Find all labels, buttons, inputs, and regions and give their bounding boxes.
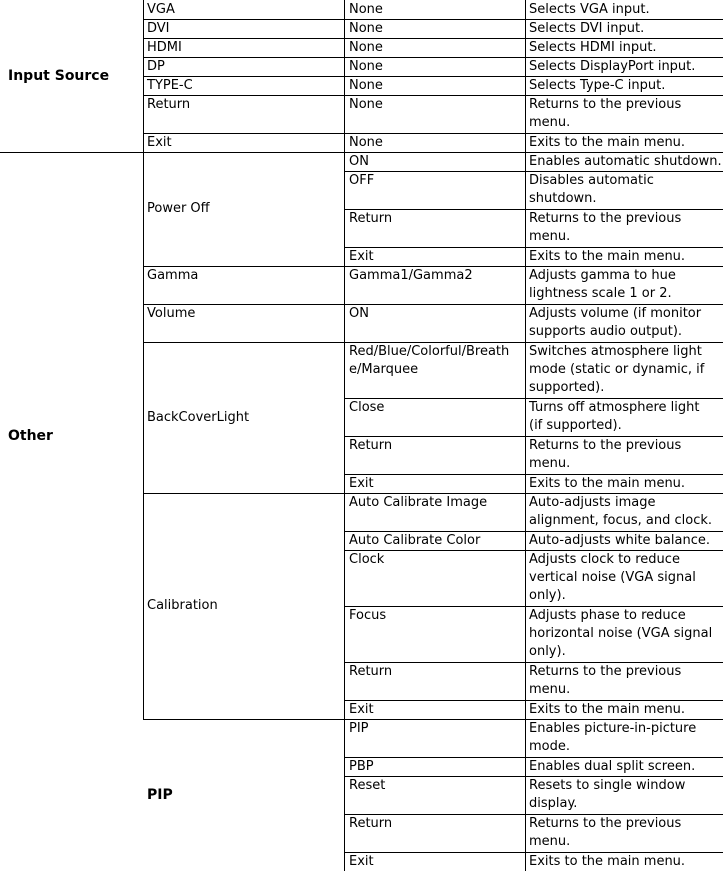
submenu-label: Return — [349, 438, 393, 453]
description-text: Enables picture-in-picture mode. — [529, 721, 697, 754]
submenu-label: None — [349, 21, 383, 36]
submenu-label: ON — [349, 154, 369, 169]
submenu-label: PBP — [349, 759, 374, 774]
submenu-label: None — [349, 97, 383, 112]
submenu-label: Exit — [349, 702, 374, 717]
submenu-label: Return — [349, 816, 393, 831]
submenu-label: Return — [349, 211, 393, 226]
menu-item-label: DP — [147, 59, 165, 74]
description-text: Enables dual split screen. — [529, 759, 696, 774]
column-divider — [525, 152, 526, 719]
description-text: Exits to the main menu. — [529, 854, 686, 869]
column-divider — [344, 719, 345, 871]
description-text: Selects DVI input. — [529, 21, 645, 36]
submenu-label: Focus — [349, 608, 387, 623]
menu-item-label: TYPE-C — [147, 78, 193, 93]
submenu-label: Exit — [349, 854, 374, 869]
description-text: Exits to the main menu. — [529, 135, 686, 150]
description-text: Selects HDMI input. — [529, 40, 657, 55]
description-text: Selects Type-C input. — [529, 78, 666, 93]
submenu-label: ON — [349, 306, 369, 321]
submenu-label: None — [349, 2, 383, 17]
submenu-label: None — [349, 78, 383, 93]
menu-item-label: DVI — [147, 21, 170, 36]
submenu-label: None — [349, 59, 383, 74]
menu-item-label: Calibration — [147, 598, 218, 613]
description-text: Adjusts volume (if monitor supports audio output). — [529, 306, 702, 339]
submenu-label: Reset — [349, 778, 386, 793]
submenu-label: Gamma1/Gamma2 — [349, 268, 473, 283]
submenu-label: None — [349, 135, 383, 150]
section-label: Input Source — [8, 68, 110, 84]
section-label: Other — [8, 428, 53, 444]
description-text: Adjusts clock to reduce vertical noise (VGA signal only). — [529, 552, 696, 603]
submenu-label: Auto Calibrate Image — [349, 495, 488, 510]
description-text: Exits to the main menu. — [529, 702, 686, 717]
description-text: Resets to single window display. — [529, 778, 686, 811]
description-text: Auto-adjusts image alignment, focus, and clock. — [529, 495, 713, 528]
menu-item-label: VGA — [147, 2, 175, 17]
description-text: Selects VGA input. — [529, 2, 650, 17]
submenu-label: Auto Calibrate Color — [349, 533, 481, 548]
description-text: Exits to the main menu. — [529, 476, 686, 491]
description-text: Adjusts gamma to hue lightness scale 1 or 2. — [529, 268, 676, 301]
menu-item-label: Power Off — [147, 201, 210, 216]
submenu-label: Clock — [349, 552, 385, 567]
submenu-label: Red/Blue/Colorful/Breath e/Marquee — [349, 344, 510, 377]
description-text: Returns to the previous menu. — [529, 211, 682, 244]
description-text: Exits to the main menu. — [529, 249, 686, 264]
column-divider — [344, 152, 345, 719]
submenu-label: Close — [349, 400, 385, 415]
column-divider — [525, 0, 526, 152]
description-text: Enables automatic shutdown. — [529, 154, 722, 169]
submenu-label: None — [349, 40, 383, 55]
section-label: PIP — [147, 787, 173, 803]
menu-item-label: HDMI — [147, 40, 182, 55]
menu-item-label: Return — [147, 97, 191, 112]
column-divider — [143, 152, 144, 719]
column-divider — [525, 719, 526, 871]
description-text: Disables automatic shutdown. — [529, 173, 654, 206]
description-text: Selects DisplayPort input. — [529, 59, 696, 74]
menu-item-label: Exit — [147, 135, 172, 150]
description-text: Switches atmosphere light mode (static or dynamic, if supported). — [529, 344, 705, 395]
submenu-label: Exit — [349, 476, 374, 491]
submenu-label: OFF — [349, 173, 375, 188]
description-text: Turns off atmosphere light (if supported). — [529, 400, 700, 433]
description-text: Returns to the previous menu. — [529, 97, 682, 130]
description-text: Returns to the previous menu. — [529, 438, 682, 471]
submenu-label: Return — [349, 664, 393, 679]
menu-item-label: Gamma — [147, 268, 199, 283]
column-divider — [143, 0, 144, 152]
submenu-label: Exit — [349, 249, 374, 264]
column-divider — [344, 0, 345, 152]
description-text: Returns to the previous menu. — [529, 816, 682, 849]
description-text: Auto-adjusts white balance. — [529, 533, 710, 548]
submenu-label: PIP — [349, 721, 369, 736]
description-text: Adjusts phase to reduce horizontal noise (VGA signal only). — [529, 608, 713, 659]
description-text: Returns to the previous menu. — [529, 664, 682, 697]
menu-item-label: BackCoverLight — [147, 410, 250, 425]
menu-item-label: Volume — [147, 306, 196, 321]
